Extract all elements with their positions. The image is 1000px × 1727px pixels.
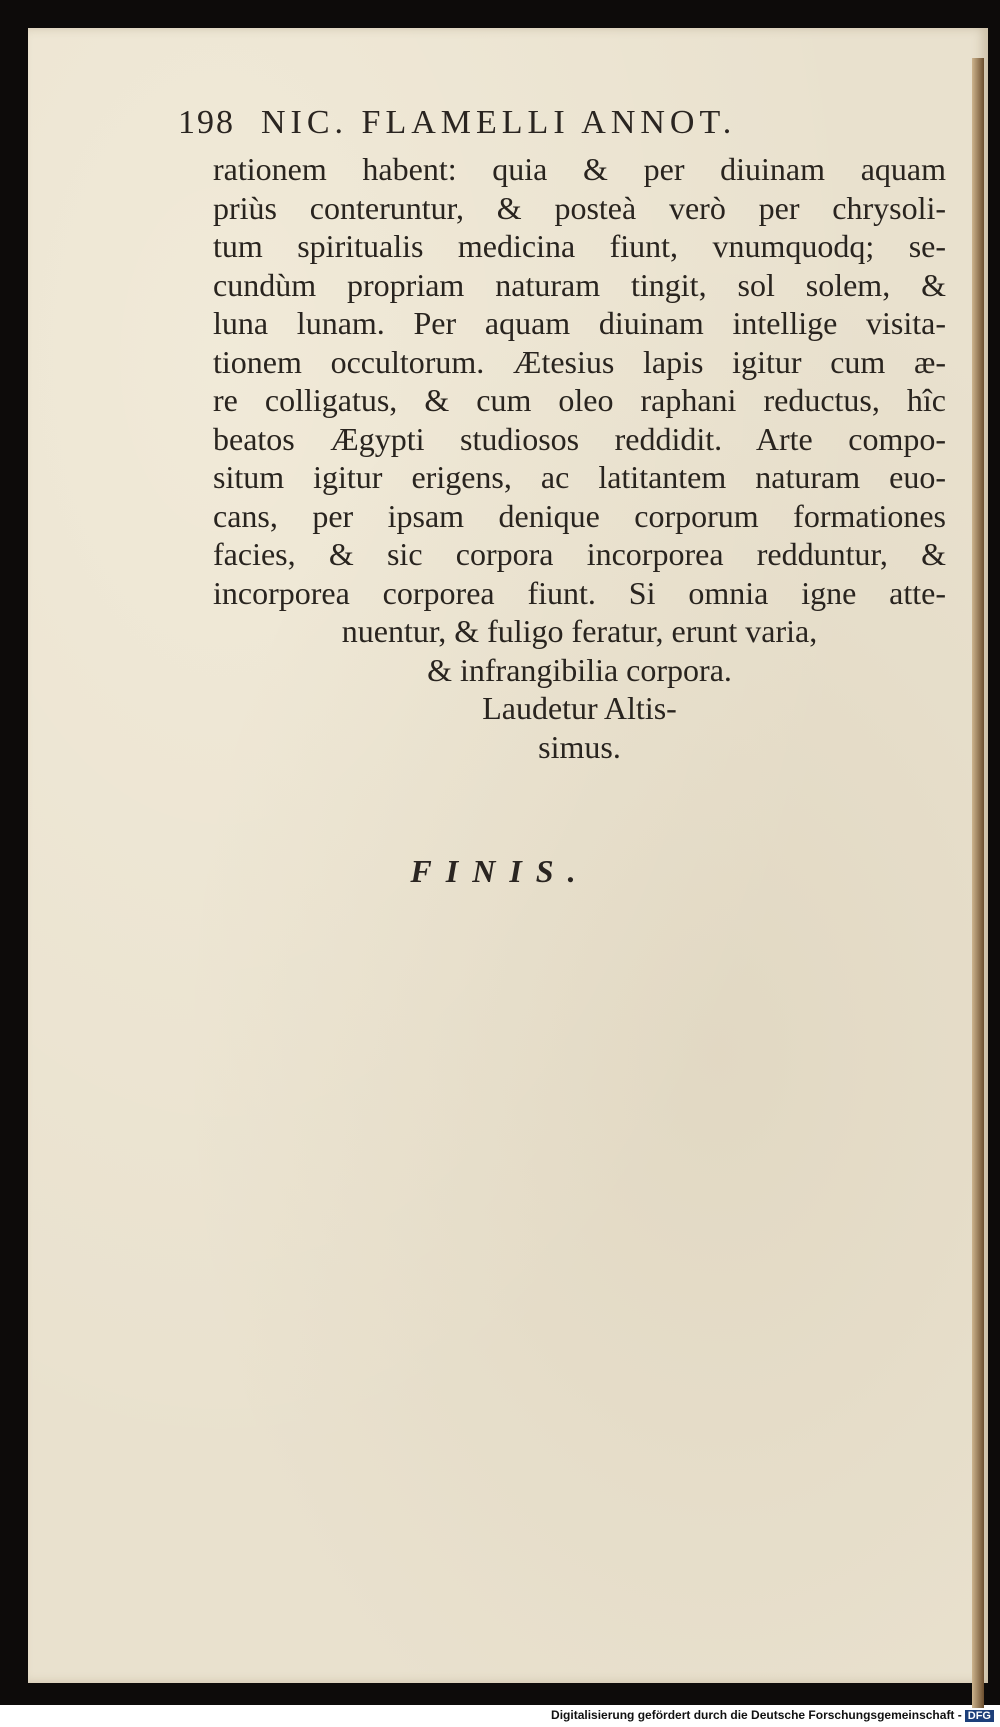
text-line-4: cundùm propriam naturam tingit, sol solem, &: [213, 266, 946, 303]
main-text: [213, 150, 946, 766]
centered-line-2: & infrangibilia corpora.: [427, 651, 732, 688]
text-line-2: priùs conteruntur, & posteà verò per chrysoli-: [213, 189, 946, 226]
running-header: [178, 104, 736, 142]
finis-mark: FINIS.: [410, 853, 590, 889]
text-line-6: tionem occultorum. Ætesius lapis igitur cum æ-: [213, 343, 946, 380]
centered-line-3: Laudetur Altis-: [482, 690, 677, 726]
centered-line-1: nuentur, & fuligo feratur, erunt varia,: [341, 613, 818, 649]
page-number: 198: [178, 104, 235, 141]
text-line-7: re colligatus, & cum oleo raphani reductus, hîc: [213, 382, 946, 418]
digitization-credit: [551, 1708, 994, 1722]
text-line-8: beatos Ægypti studiosos reddidit. Arte compo-: [213, 420, 946, 457]
running-title: NIC. FLAMELLI ANNOT.: [261, 104, 737, 141]
dfg-logo: DFG: [965, 1710, 994, 1722]
text-line-11: facies, & sic corpora incorporea redduntur, &: [213, 536, 946, 572]
text-line-1: rationem habent: quia & per diuinam aquam: [213, 151, 946, 187]
text-line-5: luna lunam. Per aquam diuinam intellige visita-: [213, 305, 946, 341]
text-line-9: situm igitur erigens, ac latitantem naturam euo-: [213, 459, 946, 495]
text-line-10: cans, per ipsam denique corporum formationes: [213, 497, 946, 534]
text-line-12: incorporea corporea fiunt. Si omnia igne atte-: [213, 574, 946, 611]
centered-line-4: simus.: [538, 728, 621, 765]
text-line-3: tum spiritualis medicina fiunt, vnumquodq; se-: [213, 228, 946, 264]
credit-text: Digitalisierung gefördert durch die Deutsche Forschungsgemeinschaft -: [551, 1708, 962, 1722]
